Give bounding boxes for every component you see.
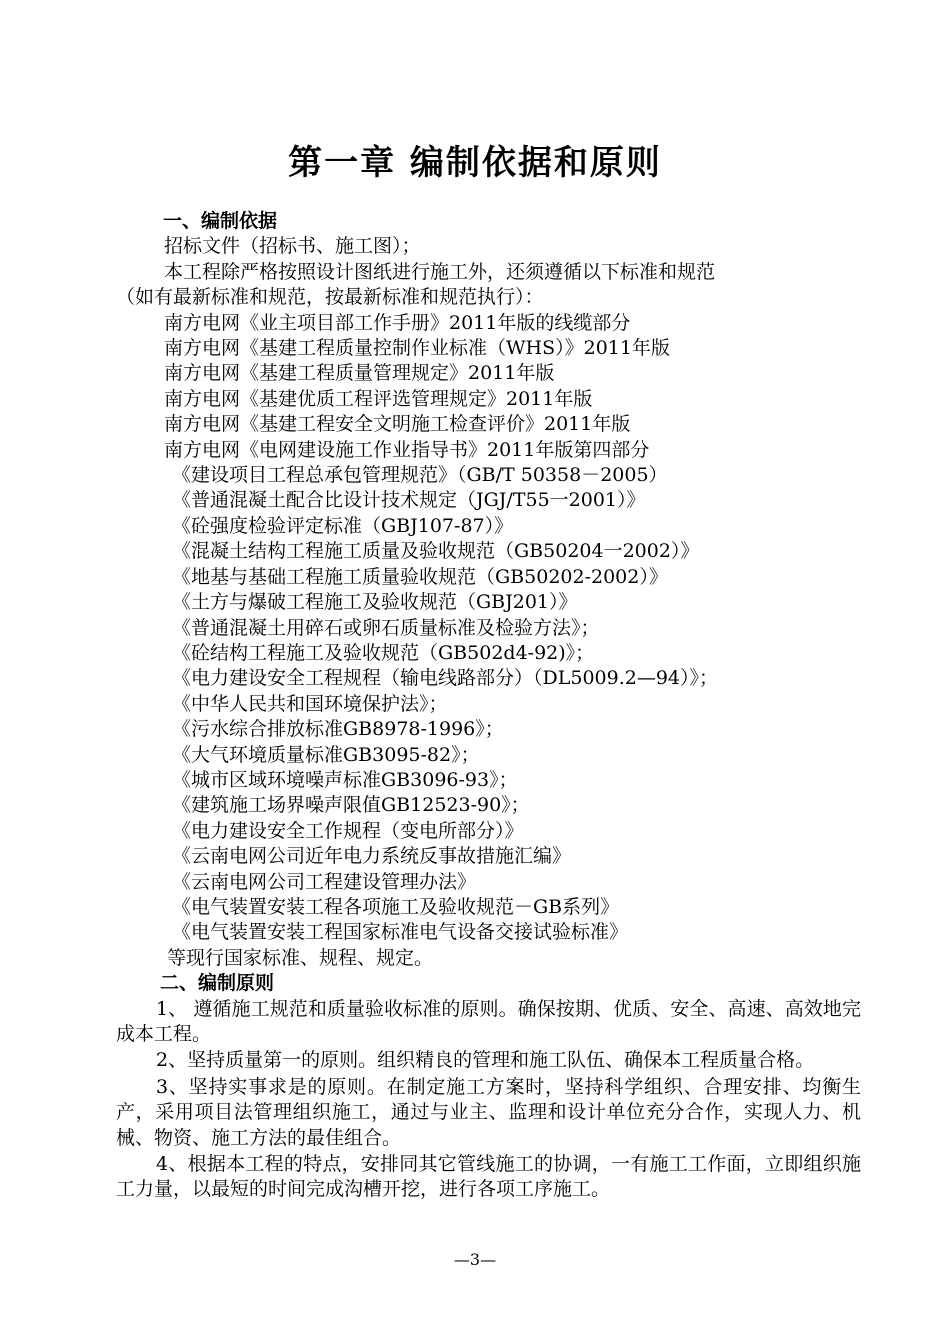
section-heading-principles: 二、编制原则 [160,972,275,995]
basis-line: 南方电网《电网建设施工作业指导书》2011年版第四部分 [164,438,650,461]
standard-item: 《云南电网公司近年电力系统反事故措施汇编》 [172,845,572,868]
standard-item: 《地基与基础工程施工质量验收规范（GB50202-2002）》 [172,565,668,588]
standard-item: 《中华人民共和国环境保护法》； [172,692,448,715]
standard-item: 《电力建设安全工作规程（变电所部分）》 [172,819,524,842]
standard-item: 《云南电网公司工程建设管理办法》 [172,870,477,893]
basis-line: 招标文件（招标书、施工图）； [164,235,421,258]
basis-line: 南方电网《基建工程质量管理规定》2011年版 [164,362,555,385]
basis-line: 南方电网《基建优质工程评选管理规定》2011年版 [164,387,593,410]
standard-item: 《建筑施工场界噪声限值GB12523-90》； [172,794,530,817]
standard-item: 《电气装置安装工程各项施工及验收规范－GB系列》 [172,895,620,918]
basis-closing-line: 等现行国家标准、规程、规定。 [167,946,434,969]
standard-item: 《土方与爆破工程施工及验收规范（GBJ201）》 [172,591,578,614]
basis-line: 南方电网《业主项目部工作手册》2011年版的线缆部分 [164,311,631,334]
standard-item: 《大气环境质量标准GB3095-82》； [172,743,480,766]
principle-paragraph: 2、坚持质量第一的原则。组织精良的管理和施工队伍、确保本工程质量合格。 [156,1049,815,1072]
standard-item: 《普通混凝土用碎石或卵石质量标准及检验方法》； [172,616,600,639]
page-number: —3— [453,1250,497,1269]
basis-line: （如有最新标准和规范，按最新标准和规范执行）： [116,286,544,309]
principle-paragraph: 3、坚持实事求是的原则。在制定施工方案时，坚持科学组织、合理安排、均衡生产，采用项目法管理组织施工，通过与业主、监理和设计单位充分合作，实现人力、机械、物资、施工方法的最佳组合。 [116,1075,861,1149]
page-title: 第一章 编制依据和原则 [288,143,662,183]
standard-item: 《砼结构工程施工及验收规范（GB502d4-92)》； [172,641,595,664]
standard-item: 《普通混凝土配合比设计技术规定（JGJ/T55一2001）》 [172,489,646,512]
standard-item: 《电力建设安全工程规程（输电线路部分）（DL5009.2—94）》； [172,667,719,690]
standard-item: 《混凝土结构工程施工质量及验收规范（GB50204一2002）》 [172,540,700,563]
standard-item: 《电气装置安装工程国家标准电气设备交接试验标准》 [172,921,629,944]
document-body [116,209,861,1203]
standard-item: 《城市区域环境噪声标准GB3096-93》； [172,768,518,791]
standard-item: 《建设项目工程总承包管理规范》（GB/T 50358－2005） [172,464,668,487]
basis-line: 南方电网《基建工程安全文明施工检查评价》2011年版 [164,413,631,436]
standard-item: 《砼强度检验评定标准（GBJ107-87）》 [172,514,514,537]
section-heading-basis: 一、编制依据 [163,210,278,232]
standard-item: 《污水综合排放标准GB8978-1996》； [172,718,504,741]
principle-paragraph: 1、 遵循施工规范和质量验收标准的原则。确保按期、优质、安全、高速、高效地完成本工程。 [116,997,861,1045]
basis-line: 南方电网《基建工程质量控制作业标准（WHS）》2011年版 [164,337,670,360]
principle-paragraph: 4、根据本工程的特点，安排同其它管线施工的协调，一有施工工作面，立即组织施工力量，以最短的时间完成沟槽开挖，进行各项工序施工。 [116,1153,861,1201]
basis-line: 本工程除严格按照设计图纸进行施工外，还须遵循以下标准和规范 [164,260,716,283]
